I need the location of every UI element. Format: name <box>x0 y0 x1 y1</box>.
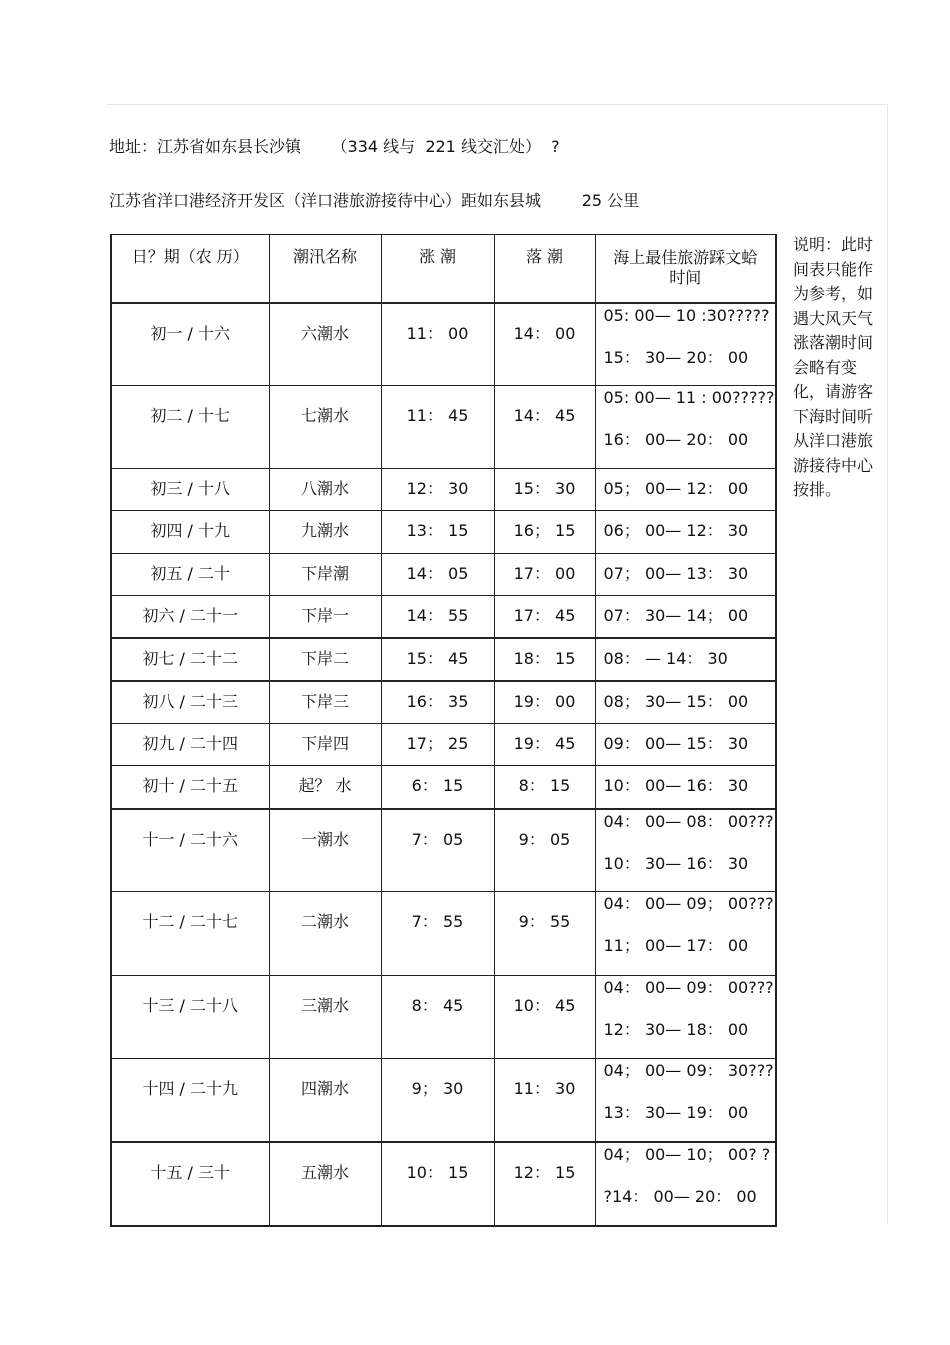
cell-ebb: 15： 30 <box>494 469 595 511</box>
cell-tide-name: 下岸三 <box>269 681 381 724</box>
cell-flood: 14： 05 <box>381 554 494 596</box>
best-time-line-1: 05； 00— 12： 00 <box>603 479 749 498</box>
cell-date: 初五 / 二十 <box>111 554 269 596</box>
header-flood: 涨 潮 <box>381 235 494 303</box>
best-time-line-1: 05: 00— 11 : 00????? <box>603 388 775 407</box>
table-row <box>111 1059 776 1142</box>
cell-best-time <box>595 976 776 1059</box>
table-row <box>111 469 776 511</box>
cell-flood: 13： 15 <box>381 511 494 554</box>
cell-tide-name: 三潮水 <box>269 976 381 1059</box>
cell-date: 初二 / 十七 <box>111 386 269 469</box>
cell-ebb: 19： 00 <box>494 681 595 724</box>
cell-flood: 7： 55 <box>381 892 494 976</box>
best-time-line-1: 07； 00— 13： 30 <box>603 564 749 583</box>
cell-date: 初十 / 二十五 <box>111 766 269 809</box>
cell-ebb: 19： 45 <box>494 724 595 766</box>
cell-best-time <box>595 724 776 766</box>
best-time-line-1: 08； 30— 15： 00 <box>603 691 749 711</box>
best-time-line-2: ?14： 00— 20： 00 <box>603 1186 757 1206</box>
cell-date: 初六 / 二十一 <box>111 596 269 638</box>
cell-flood: 10： 15 <box>381 1142 494 1226</box>
cell-flood: 15： 45 <box>381 638 494 681</box>
cell-ebb: 12： 15 <box>494 1142 595 1226</box>
cell-ebb: 9： 55 <box>494 892 595 976</box>
cell-best-time <box>595 766 776 809</box>
best-time-line-1: 10： 00— 16： 30 <box>603 776 749 795</box>
cell-best-time <box>595 386 776 469</box>
cell-tide-name: 下岸一 <box>269 596 381 638</box>
table-row <box>111 724 776 766</box>
distance-line: 江苏省洋口港经济开发区（洋口港旅游接待中心）距如东县城 25 公里 <box>109 191 640 210</box>
note-text: 说明：此时间表只能作为参考，如遇大风天气涨落潮时间会略有变化，请游客下海时间听从洋口港旅游接待中心按排。 <box>793 235 874 499</box>
cell-tide-name: 一潮水 <box>269 809 381 892</box>
header-best-time <box>595 235 776 303</box>
cell-best-time <box>595 809 776 892</box>
cell-date: 初九 / 二十四 <box>111 724 269 766</box>
cell-best-time <box>595 303 776 386</box>
cell-flood: 17； 25 <box>381 724 494 766</box>
table-row <box>111 386 776 469</box>
best-time-line-1: 05: 00— 10 :30????? <box>603 305 770 325</box>
cell-best-time <box>595 681 776 724</box>
cell-tide-name: 下岸潮 <box>269 554 381 596</box>
cell-date: 十二 / 二十七 <box>111 892 269 976</box>
best-time-line-1: 04： 00— 09： 00??? <box>603 978 774 997</box>
cell-flood: 9； 30 <box>381 1059 494 1142</box>
table-row <box>111 596 776 638</box>
cell-flood: 8： 45 <box>381 976 494 1059</box>
cell-tide-name: 八潮水 <box>269 469 381 511</box>
cell-best-time <box>595 1142 776 1226</box>
cell-flood: 14： 55 <box>381 596 494 638</box>
best-time-line-1: 07： 30— 14； 00 <box>603 606 749 625</box>
header-tide-name: 潮汛名称 <box>269 235 381 303</box>
table-row <box>111 1142 776 1226</box>
table-row <box>111 681 776 724</box>
cell-flood: 16： 35 <box>381 681 494 724</box>
table-row <box>111 892 776 976</box>
table-row <box>111 554 776 596</box>
cell-best-time <box>595 638 776 681</box>
cell-best-time <box>595 596 776 638</box>
cell-date: 初三 / 十八 <box>111 469 269 511</box>
cell-flood: 11： 00 <box>381 303 494 386</box>
cell-ebb: 10： 45 <box>494 976 595 1059</box>
cell-date: 十一 / 二十六 <box>111 809 269 892</box>
cell-best-time <box>595 554 776 596</box>
cell-ebb: 16； 15 <box>494 511 595 554</box>
cell-flood: 7： 05 <box>381 809 494 892</box>
cell-tide-name: 七潮水 <box>269 386 381 469</box>
cell-tide-name: 二潮水 <box>269 892 381 976</box>
best-time-line-2: 10： 30— 16： 30 <box>603 853 749 873</box>
cell-tide-name: 下岸二 <box>269 638 381 681</box>
cell-tide-name: 起？ 水 <box>269 766 381 809</box>
cell-best-time <box>595 469 776 511</box>
table-header-row <box>111 235 776 303</box>
header-ebb: 落 潮 <box>494 235 595 303</box>
cell-date: 初一 / 十六 <box>111 303 269 386</box>
cell-tide-name: 五潮水 <box>269 1142 381 1226</box>
tide-schedule-table <box>110 234 777 1227</box>
cell-date: 初七 / 二十二 <box>111 638 269 681</box>
cell-tide-name: 六潮水 <box>269 303 381 386</box>
header-best-time-text: 海上最佳旅游踩文蛤时间 <box>613 248 758 288</box>
best-time-line-1: 09： 00— 15： 30 <box>603 734 749 753</box>
best-time-line-2: 11； 00— 17： 00 <box>603 936 749 955</box>
table-row <box>111 976 776 1059</box>
cell-date: 初四 / 十九 <box>111 511 269 554</box>
table-row <box>111 303 776 386</box>
table-row <box>111 809 776 892</box>
best-time-line-1: 04： 00— 08： 00??? <box>603 811 774 831</box>
table-row <box>111 766 776 809</box>
cell-best-time <box>595 511 776 554</box>
best-time-line-1: 04； 00— 09： 30??? <box>603 1061 774 1080</box>
cell-date: 十三 / 二十八 <box>111 976 269 1059</box>
cell-ebb: 11： 30 <box>494 1059 595 1142</box>
best-time-line-1: 08： — 14： 30 <box>603 648 728 668</box>
address-line: 地址：江苏省如东县长沙镇 （334 线与 221 线交汇处） ? <box>109 137 560 156</box>
cell-tide-name: 四潮水 <box>269 1059 381 1142</box>
best-time-line-1: 04： 00— 09； 00??? <box>603 894 774 913</box>
best-time-line-2: 13： 30— 19： 00 <box>603 1103 749 1122</box>
best-time-line-1: 06； 00— 12： 30 <box>603 521 749 540</box>
cell-date: 初八 / 二十三 <box>111 681 269 724</box>
best-time-line-2: 16： 00— 20： 00 <box>603 430 749 449</box>
cell-ebb: 14： 00 <box>494 303 595 386</box>
cell-ebb: 9： 05 <box>494 809 595 892</box>
cell-ebb: 17： 45 <box>494 596 595 638</box>
cell-date: 十五 / 三十 <box>111 1142 269 1226</box>
cell-flood: 12： 30 <box>381 469 494 511</box>
table-row <box>111 638 776 681</box>
cell-best-time <box>595 1059 776 1142</box>
cell-best-time <box>595 892 776 976</box>
cell-tide-name: 九潮水 <box>269 511 381 554</box>
cell-flood: 6： 15 <box>381 766 494 809</box>
header-date: 日？期（农 历） <box>111 235 269 303</box>
cell-ebb: 18： 15 <box>494 638 595 681</box>
cell-flood: 11： 45 <box>381 386 494 469</box>
best-time-line-2: 15： 30— 20： 00 <box>603 347 749 367</box>
cell-tide-name: 下岸四 <box>269 724 381 766</box>
best-time-line-2: 12： 30— 18： 00 <box>603 1020 749 1039</box>
cell-date: 十四 / 二十九 <box>111 1059 269 1142</box>
cell-ebb: 14： 45 <box>494 386 595 469</box>
table-row <box>111 511 776 554</box>
best-time-line-1: 04； 00— 10； 00? ? <box>603 1144 771 1164</box>
cell-ebb: 8： 15 <box>494 766 595 809</box>
cell-ebb: 17： 00 <box>494 554 595 596</box>
